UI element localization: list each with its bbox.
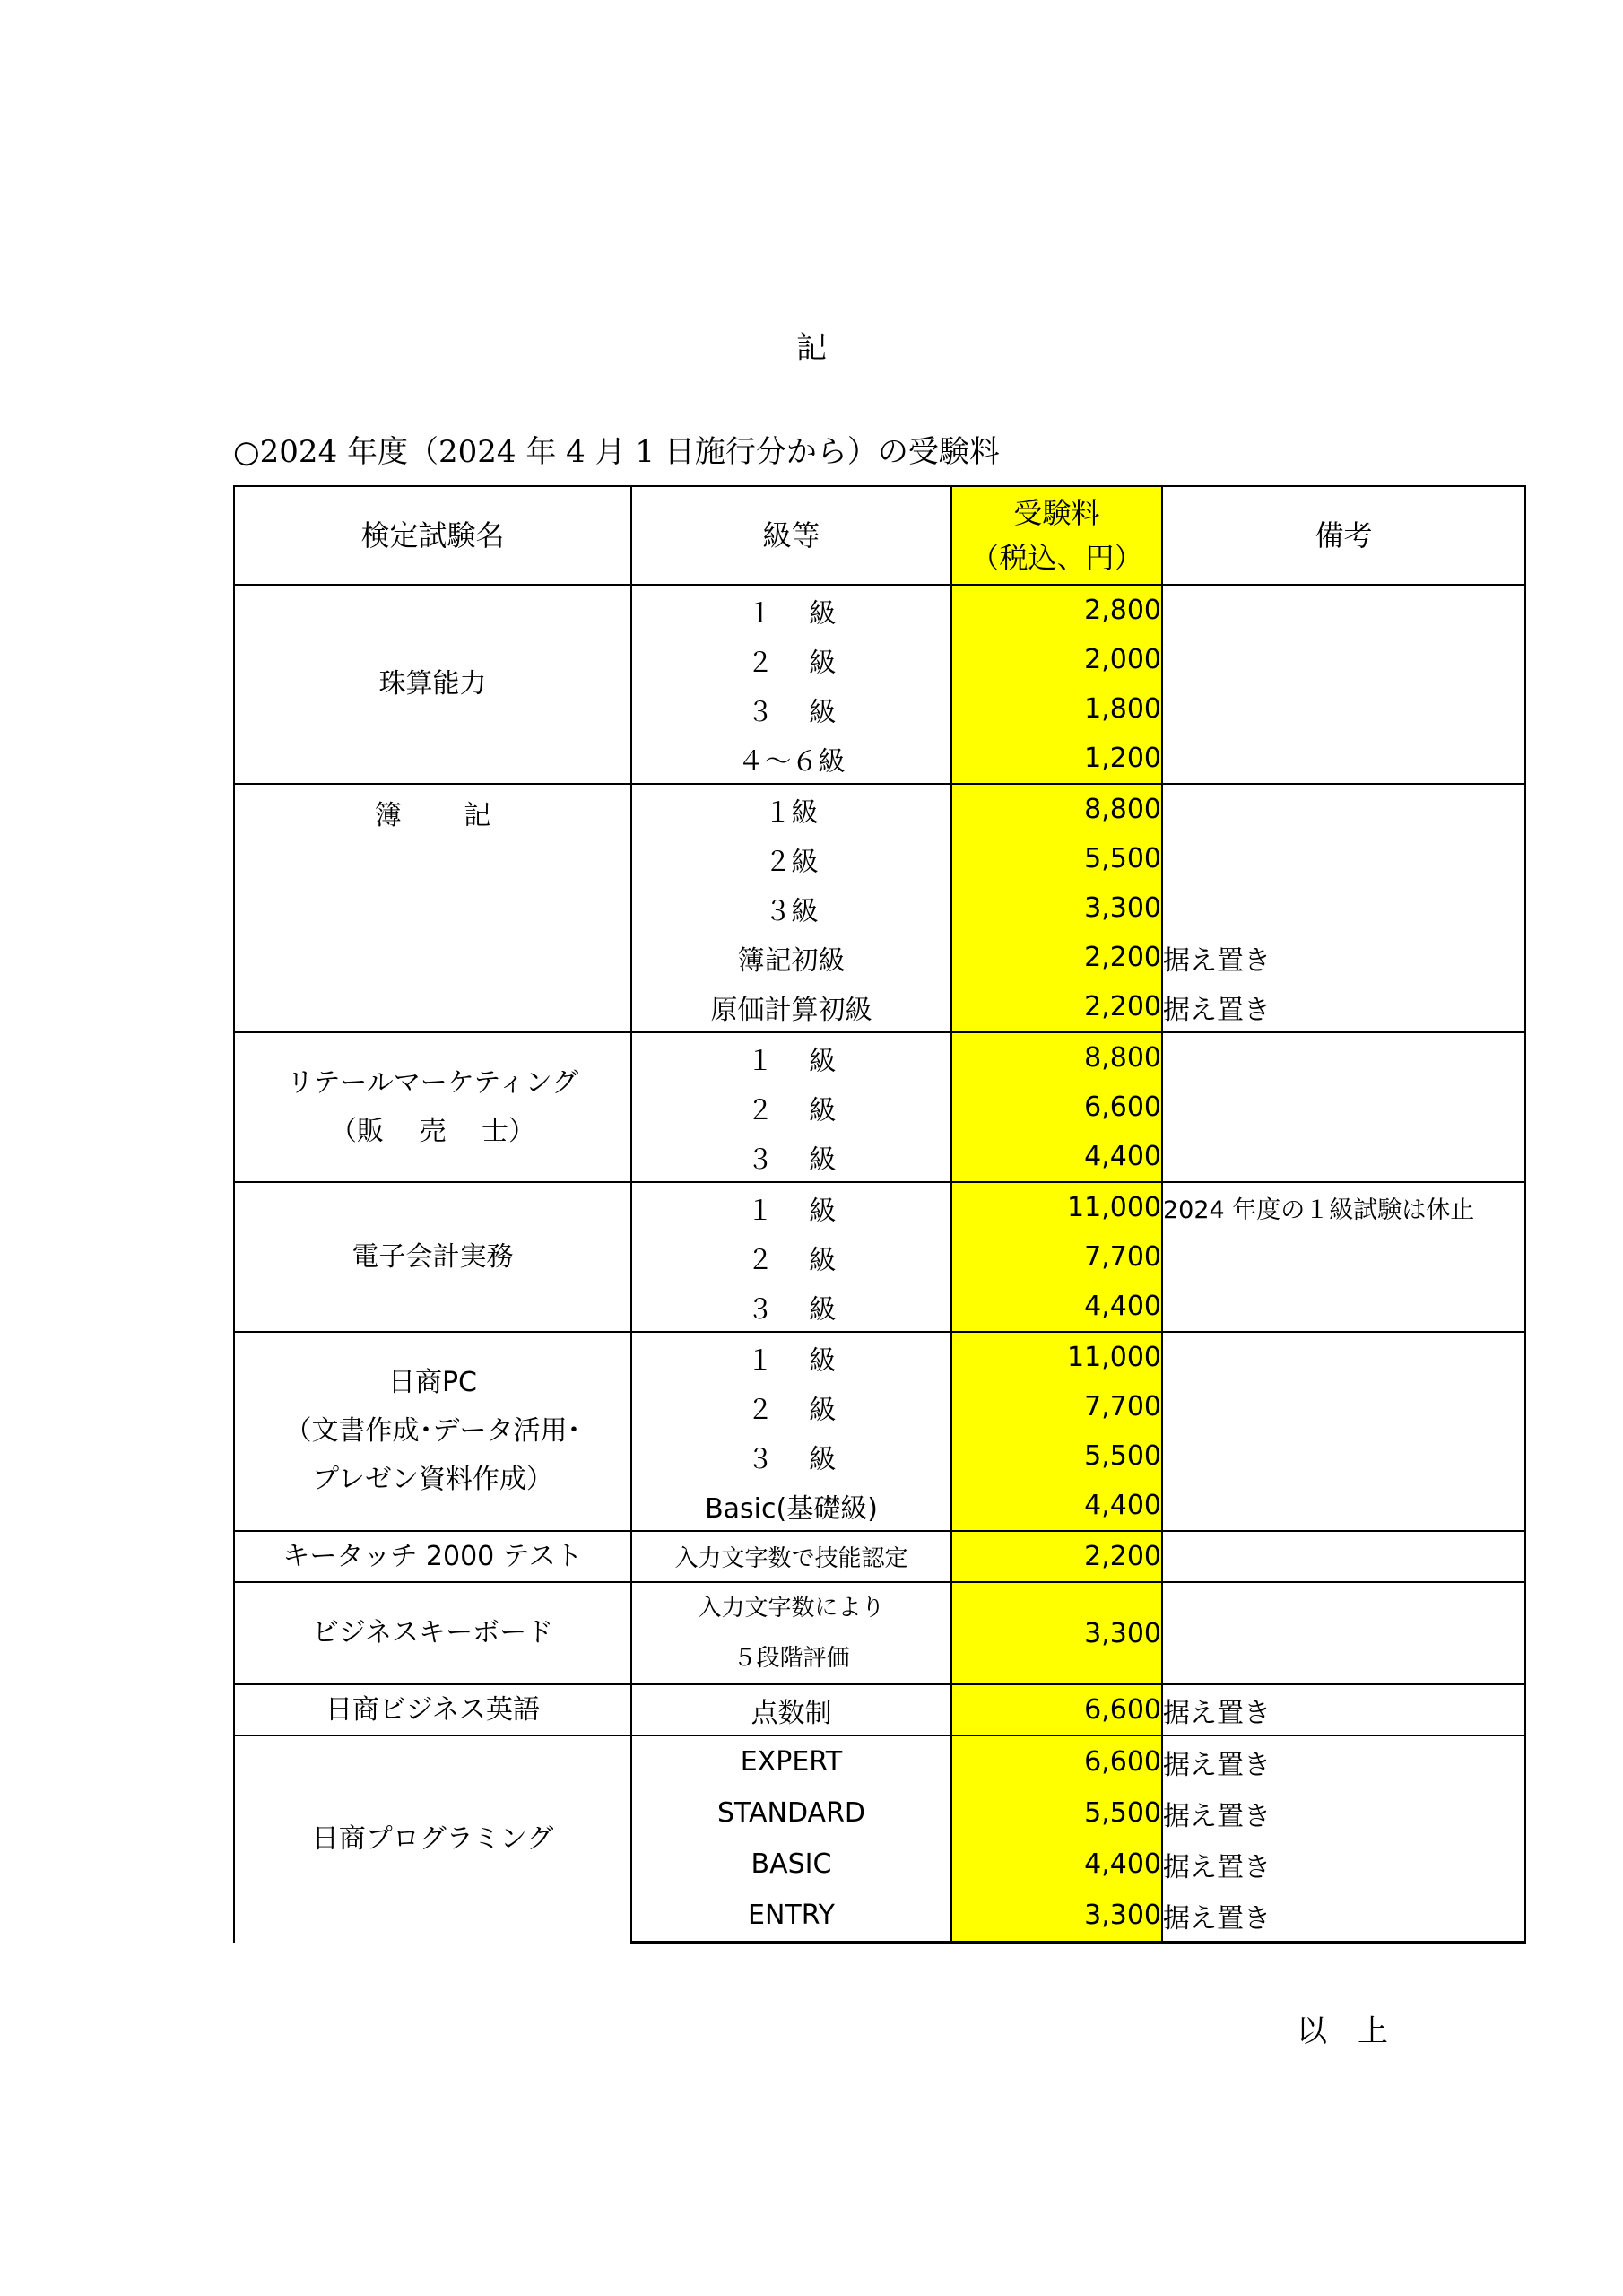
note-cell (1162, 684, 1525, 734)
fee-cell: 8,800 (951, 1032, 1162, 1083)
header-fee-line1: 受験料 (1013, 496, 1100, 530)
fee-cell: 2,200 (951, 982, 1162, 1032)
fee-cell: 11,000 (951, 1332, 1162, 1382)
note-cell (1162, 734, 1525, 784)
note-cell (1162, 1332, 1525, 1382)
note-cell (1162, 1531, 1525, 1582)
table-row (234, 1182, 1525, 1232)
grade-cell: １ 級 (631, 585, 951, 635)
exam-name: 簿 記 (234, 784, 631, 1032)
fee-cell: 1,200 (951, 734, 1162, 784)
note-cell (1162, 1083, 1525, 1132)
table-row (234, 585, 1525, 635)
closing-mark: 以 上 (1297, 2013, 1388, 2049)
grade-cell: ２ 級 (631, 1083, 951, 1132)
grade-cell (631, 1582, 951, 1684)
note-cell (1162, 1382, 1525, 1431)
fee-cell: 3,300 (951, 1890, 1162, 1943)
fee-cell: 5,500 (951, 834, 1162, 883)
grade-cell: ２ 級 (631, 1382, 951, 1431)
note-cell (1162, 784, 1525, 834)
table-row (234, 1531, 1525, 1582)
grade-cell: 原価計算初級 (631, 982, 951, 1032)
grade-cell: ４～６級 (631, 734, 951, 784)
table-row (234, 1735, 1525, 1787)
note-cell: 据え置き (1162, 1684, 1525, 1735)
fee-cell: 5,500 (951, 1787, 1162, 1839)
grade-cell: ２級 (631, 834, 951, 883)
header-fee (951, 486, 1162, 585)
grade-cell: 点数制 (631, 1684, 951, 1735)
grade-cell: STANDARD (631, 1787, 951, 1839)
fee-cell: 11,000 (951, 1182, 1162, 1232)
exam-name-line: プレゼン資料作成） (312, 1464, 553, 1495)
exam-name (234, 1332, 631, 1531)
grade-cell: 入力文字数で技能認定 (631, 1531, 951, 1582)
note-cell: 据え置き (1162, 933, 1525, 982)
note-cell (1162, 883, 1525, 933)
grade-cell: ３ 級 (631, 684, 951, 734)
note-cell (1162, 635, 1525, 684)
note-cell (1162, 1132, 1525, 1182)
table-row (234, 1684, 1525, 1735)
fee-cell: 3,300 (951, 883, 1162, 933)
header-grade: 級等 (631, 486, 951, 585)
grade-line: 入力文字数により (698, 1595, 885, 1622)
grade-cell: １級 (631, 784, 951, 834)
note-cell: 2024 年度の１級試験は休止 (1162, 1182, 1525, 1232)
table-header-row (234, 486, 1525, 585)
table-row (234, 1582, 1525, 1684)
note-cell (1162, 1232, 1525, 1282)
note-cell: 据え置き (1162, 1839, 1525, 1890)
fee-cell: 5,500 (951, 1431, 1162, 1481)
exam-name: キータッチ 2000 テスト (234, 1531, 631, 1582)
grade-cell: Basic(基礎級) (631, 1481, 951, 1531)
grade-cell: ２ 級 (631, 635, 951, 684)
table-row (234, 1332, 1525, 1382)
fee-cell: 2,800 (951, 585, 1162, 635)
exam-name: 日商プログラミング (234, 1735, 631, 1943)
table-row (234, 784, 1525, 834)
grade-cell: １ 級 (631, 1332, 951, 1382)
grade-cell: ３ 級 (631, 1282, 951, 1332)
note-cell (1162, 1582, 1525, 1684)
grade-cell: ３級 (631, 883, 951, 933)
fee-cell: 7,700 (951, 1382, 1162, 1431)
grade-cell: ３ 級 (631, 1431, 951, 1481)
exam-name: 珠算能力 (234, 585, 631, 784)
fee-cell: 4,400 (951, 1282, 1162, 1332)
exam-name (234, 1032, 631, 1182)
fee-cell: 6,600 (951, 1083, 1162, 1132)
exam-fee-table (233, 485, 1526, 1944)
grade-cell: １ 級 (631, 1182, 951, 1232)
exam-name: 日商ビジネス英語 (234, 1684, 631, 1735)
note-cell: 据え置き (1162, 1787, 1525, 1839)
exam-name-line: （文書作成･データ活用･ (284, 1415, 581, 1447)
fee-cell: 2,200 (951, 1531, 1162, 1582)
note-cell (1162, 1282, 1525, 1332)
grade-cell: ２ 級 (631, 1232, 951, 1282)
header-remarks: 備考 (1162, 486, 1525, 585)
note-cell: 据え置き (1162, 1735, 1525, 1787)
grade-cell: ENTRY (631, 1890, 951, 1943)
header-fee-line2: （税込、円） (970, 541, 1143, 575)
fee-cell: 6,600 (951, 1735, 1162, 1787)
fee-cell: 6,600 (951, 1684, 1162, 1735)
section-heading: ○2024 年度（2024 年 4 月 1 日施行分から）の受験料 (233, 434, 1000, 470)
fee-cell: 8,800 (951, 784, 1162, 834)
exam-name-line: （販 売 士） (329, 1115, 536, 1147)
exam-name: ビジネスキーボード (234, 1582, 631, 1684)
fee-cell: 1,800 (951, 684, 1162, 734)
exam-name-line: 日商PC (387, 1367, 478, 1398)
note-cell (1162, 1431, 1525, 1481)
note-cell (1162, 585, 1525, 635)
grade-line: ５段階評価 (733, 1645, 850, 1672)
fee-cell: 2,200 (951, 933, 1162, 982)
exam-name-line: リテールマーケティング (286, 1066, 579, 1099)
note-cell: 据え置き (1162, 982, 1525, 1032)
note-cell (1162, 834, 1525, 883)
fee-cell: 7,700 (951, 1232, 1162, 1282)
note-cell (1162, 1032, 1525, 1083)
grade-cell: EXPERT (631, 1735, 951, 1787)
grade-cell: ３ 級 (631, 1132, 951, 1182)
fee-cell: 4,400 (951, 1481, 1162, 1531)
header-exam-name: 検定試験名 (234, 486, 631, 585)
table-row (234, 1032, 1525, 1083)
note-cell (1162, 1481, 1525, 1531)
grade-cell: １ 級 (631, 1032, 951, 1083)
grade-cell: 簿記初級 (631, 933, 951, 982)
exam-name: 電子会計実務 (234, 1182, 631, 1332)
fee-cell: 3,300 (951, 1582, 1162, 1684)
ki-heading: 記 (796, 330, 827, 366)
fee-cell: 2,000 (951, 635, 1162, 684)
grade-cell: BASIC (631, 1839, 951, 1890)
fee-cell: 4,400 (951, 1839, 1162, 1890)
note-cell: 据え置き (1162, 1890, 1525, 1943)
fee-cell: 4,400 (951, 1132, 1162, 1182)
